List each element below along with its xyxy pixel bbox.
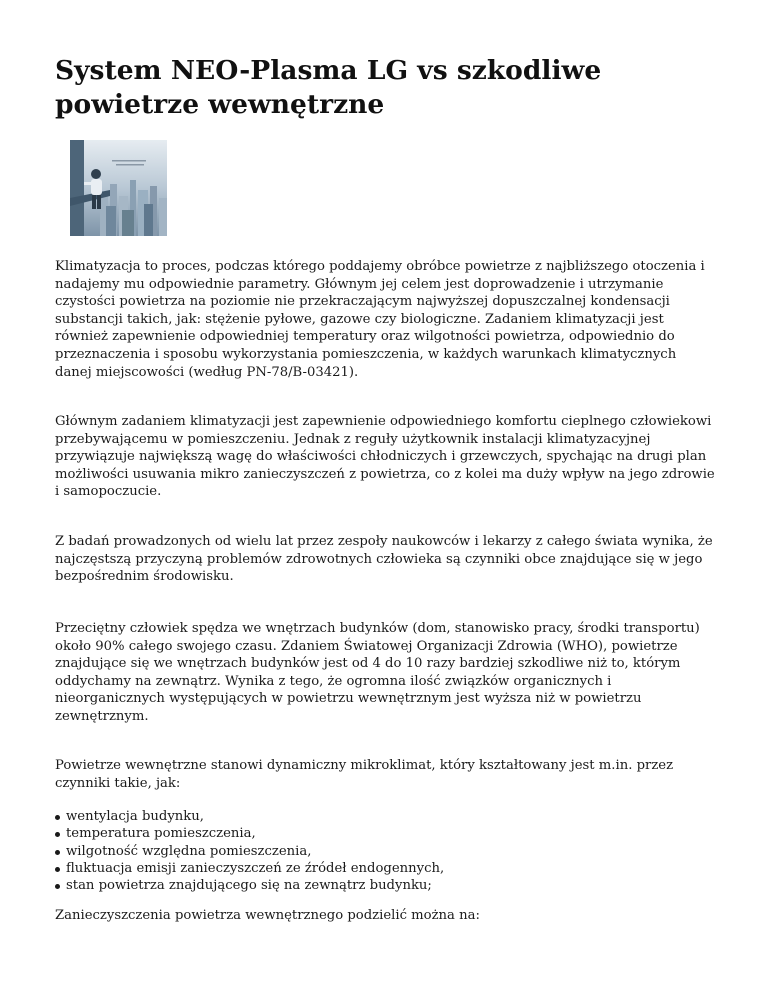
bullet-icon bbox=[55, 884, 60, 889]
page-title: System NEO-Plasma LG vs szkodliwe powietrze wewnętrzne bbox=[55, 55, 602, 120]
paragraph-research: Z badań prowadzonych od wielu lat przez zespoły naukowców i lekarzy z całego świata wynika, że najczęstszą przyczyną problemów zdrowotnych człowieka są czynniki obce znajdujące się w jego bezpośrednim środowisku. bbox=[55, 534, 713, 585]
bullet-icon bbox=[55, 867, 60, 872]
article-image bbox=[70, 140, 167, 236]
bullet-icon bbox=[55, 815, 60, 820]
paragraph-who: Przeciętny człowiek spędza we wnętrzach budynków (dom, stanowisko pracy, środki transportu) około 90% całego swojego czasu. Zdaniem Światowej Organizacji Zdrowia (WHO), powietrze znajdujące się we wnętrzach budynków jest od 4 do 10 razy bardziej szkodliwe niż to, którym oddychamy na zewnątrz. Wynika z tego, że ogromna ilość związków organicznych i nieorganicznych występujących w powietrzu wewnętrznym jest wyższa niż w powietrzu zewnętrznym. bbox=[55, 621, 700, 724]
factors-list bbox=[55, 808, 715, 894]
list-item: temperatura pomieszczenia, bbox=[55, 825, 715, 842]
bullet-icon bbox=[55, 850, 60, 855]
skyline-illustration bbox=[70, 140, 167, 236]
paragraph-comfort: Głównym zadaniem klimatyzacji jest zapewnienie odpowiedniego komfortu cieplnego człowiekowi przebywającemu w pomieszczeniu. Jednak z reguły użytkownik instalacji klimatyzacyjnej przywiązuje największą wagę do właściwości chłodniczych i grzewczych, spychając na drugi plan możliwości usuwania mikro zanieczyszczeń z powietrza, co z kolei ma duży wpływ na jego zdrowie i samopoczucie. bbox=[55, 414, 715, 500]
list-item: wilgotność względna pomieszczenia, bbox=[55, 843, 715, 860]
paragraph-microclimate: Powietrze wewnętrzne stanowi dynamiczny mikroklimat, który kształtowany jest m.in. przez czynniki takie, jak: bbox=[55, 758, 674, 791]
paragraph-pollutants: Zanieczyszczenia powietrza wewnętrznego podzielić można na: bbox=[55, 908, 480, 923]
paragraph-intro: Klimatyzacja to proces, podczas którego poddajemy obróbce powietrze z najbliższego otoczenia i nadajemy mu odpowiednie parametry. Głównym jej celem jest doprowadzenie i utrzymanie czystości powietrza na poziomie nie przekraczającym najwyższej dopuszczalnej kondensacji substancji takich, jak: stężenie pyłowe, gazowe czy biologiczne. Zadaniem klimatyzacji jest również zapewnienie odpowiedniej temperatury oraz wilgotności powietrza, odpowiednio do przeznaczenia i sposobu wykorzystania pomieszczenia, w każdych warunkach klimatycznych danej miejscowości (według PN-78/B-03421). bbox=[55, 259, 705, 380]
list-item: wentylacja budynku, bbox=[55, 808, 715, 825]
bullet-icon bbox=[55, 832, 60, 837]
list-item: stan powietrza znajdującego się na zewnątrz budynku; bbox=[55, 877, 715, 894]
list-item: fluktuacja emisji zanieczyszczeń ze źródeł endogennych, bbox=[55, 860, 715, 877]
